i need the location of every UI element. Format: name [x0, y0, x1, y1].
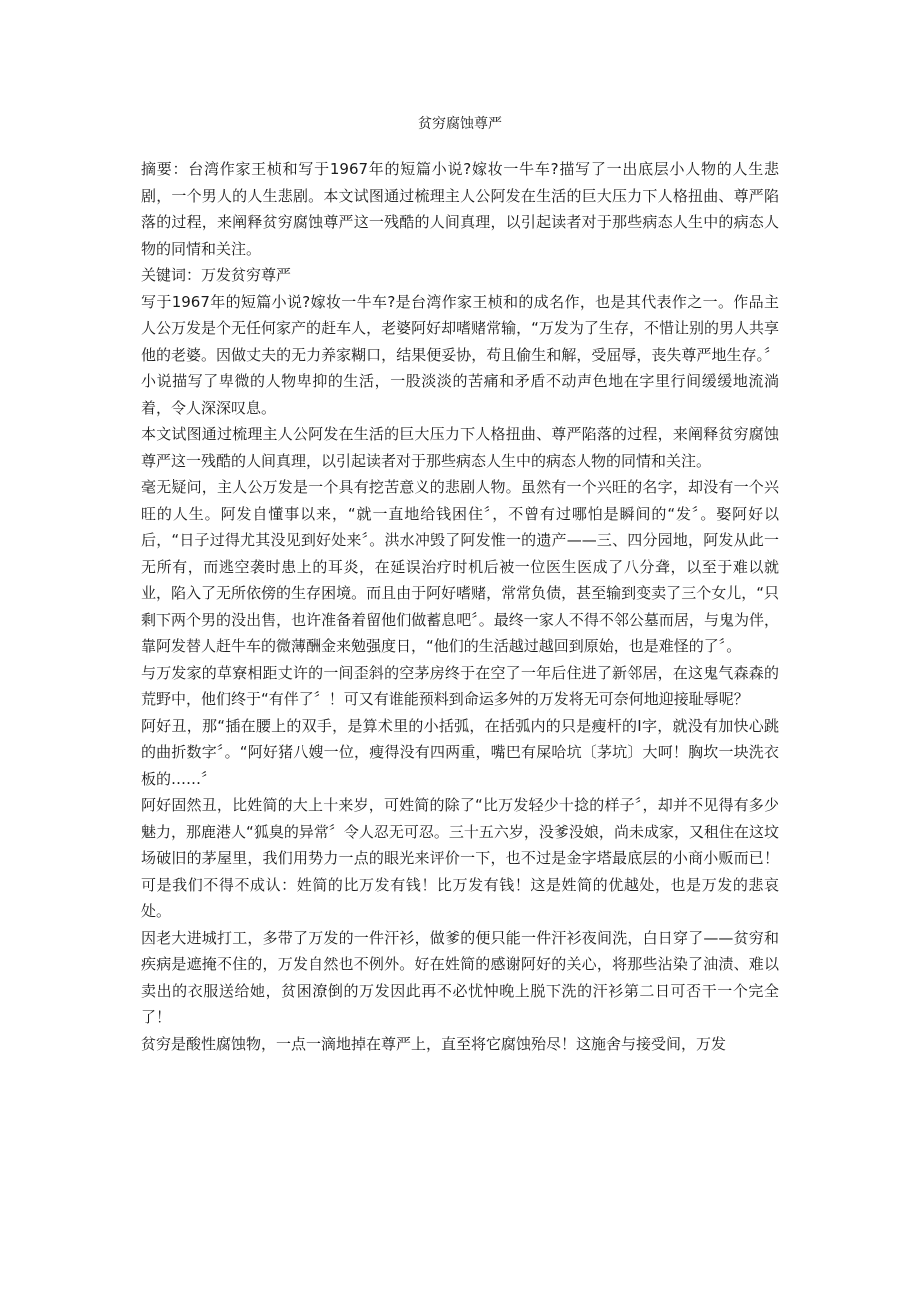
body-paragraph: 与万发家的草寮相距丈许的一间歪斜的空茅房终于在空了一年后住进了新邻居，在这鬼气森森的荒野中，他们终于“有伴了〞！可又有谁能预料到命运多舛的万发将无可奈何地迎接耻辱呢？ — [141, 663, 779, 708]
document-body — [141, 156, 779, 1057]
body-paragraph: 本文试图通过梳理主人公阿发在生活的巨大压力下人格扭曲、尊严陷落的过程，来阐释贫穷腐蚀尊严这一残酷的人间真理，以引起读者对于那些病态人生中的病态人物的同情和关注。 — [141, 425, 779, 470]
body-paragraph: 贫穷是酸性腐蚀物，一点一滴地掉在尊严上，直至将它腐蚀殆尽！这施舍与接受间，万发 — [141, 1034, 727, 1053]
body-paragraph: 因老大进城打工，多带了万发的一件汗衫，做爹的便只能一件汗衫夜间洗，白日穿了——贫穷和疾病是遮掩不住的，万发自然也不例外。好在姓简的感谢阿好的关心，将那些沾染了油渍、难以卖出的衣服送给她，贫困潦倒的万发因此再不必忧忡晚上脱下洗的汗衫第二日可否干一个完全了！ — [141, 928, 779, 1026]
keywords-paragraph: 关键词：万发贫穷尊严 — [141, 266, 292, 284]
abstract-paragraph: 摘要：台湾作家王桢和写于1967年的短篇小说?嫁妆一牛车?描写了一出底层小人物的人生悲剧，一个男人的人生悲剧。本文试图通过梳理主人公阿发在生活的巨大压力下人格扭曲、尊严陷落的过程，来阐释贫穷腐蚀尊严这一残酷的人间真理，以引起读者对于那些病态人生中的病态人物的同情和关注。 — [141, 160, 779, 258]
document-title: 贫穷腐蚀尊严 — [418, 116, 502, 132]
body-paragraph: 毫无疑问，主人公万发是一个具有挖苦意义的悲剧人物。虽然有一个兴旺的名字，却没有一个兴旺的人生。阿发自懂事以来，“就一直地给钱困住〞，不曾有过哪怕是瞬间的“发〞。娶阿好以后，“日子过得尤其没见到好处来〞。洪水冲毁了阿发惟一的遗产——三、四分园地，阿发从此一无所有，而逃空袭时患上的耳炎，在延误治疗时机后被一位医生医成了八分聋，以至于难以就业，陷入了无所依傍的生存困境。而且由于阿好嗜赌，常常负债，甚至输到变卖了三个女儿，“只剩下两个男的没出售，也许准备着留他们做蓄息吧〞。最终一家人不得不邻公墓而居，与鬼为伴，靠阿发替人赶牛车的微薄酬金来勉强度日，“他们的生活越过越回到原始，也是难怪的了〞。 — [141, 478, 779, 655]
body-paragraph: 写于1967年的短篇小说?嫁妆一牛车?是台湾作家王桢和的成名作，也是其代表作之一。作品主人公万发是个无任何家产的赶车人，老婆阿好却嗜赌常输，“万发为了生存，不惜让别的男人共享他的老婆。因做丈夫的无力养家糊口，结果便妥协，苟且偷生和解，受屈辱，丧失尊严地生存。〞小说描写了卑微的人物卑抑的生活，一股淡淡的苦痛和矛盾不动声色地在字里行间缓缓地流淌着，令人深深叹息。 — [141, 292, 779, 417]
body-paragraph: 阿好固然丑，比姓简的大上十来岁，可姓简的除了“比万发轻少十捻的样子〞，却并不见得有多少魅力，那鹿港人“狐臭的异常〞令人忍无可忍。三十五六岁，没爹没娘，尚未成家，又租住在这坟场破旧的茅屋里，我们用势力一点的眼光来评价一下，也不过是金字塔最底层的小商小贩而已！可是我们不得不成认：姓简的比万发有钱！比万发有钱！这是姓简的优越处，也是万发的悲哀处。 — [141, 796, 779, 920]
body-paragraph: 阿好丑，那“插在腰上的双手，是算术里的小括弧，在括弧内的只是瘦杆的I字，就没有加快心跳的曲折数字〞。“阿好猪八嫂一位，瘦得没有四两重，嘴巴有屎哈坑〔茅坑〕大呵！胸坎一块洗衣板的……〞 — [141, 716, 779, 788]
